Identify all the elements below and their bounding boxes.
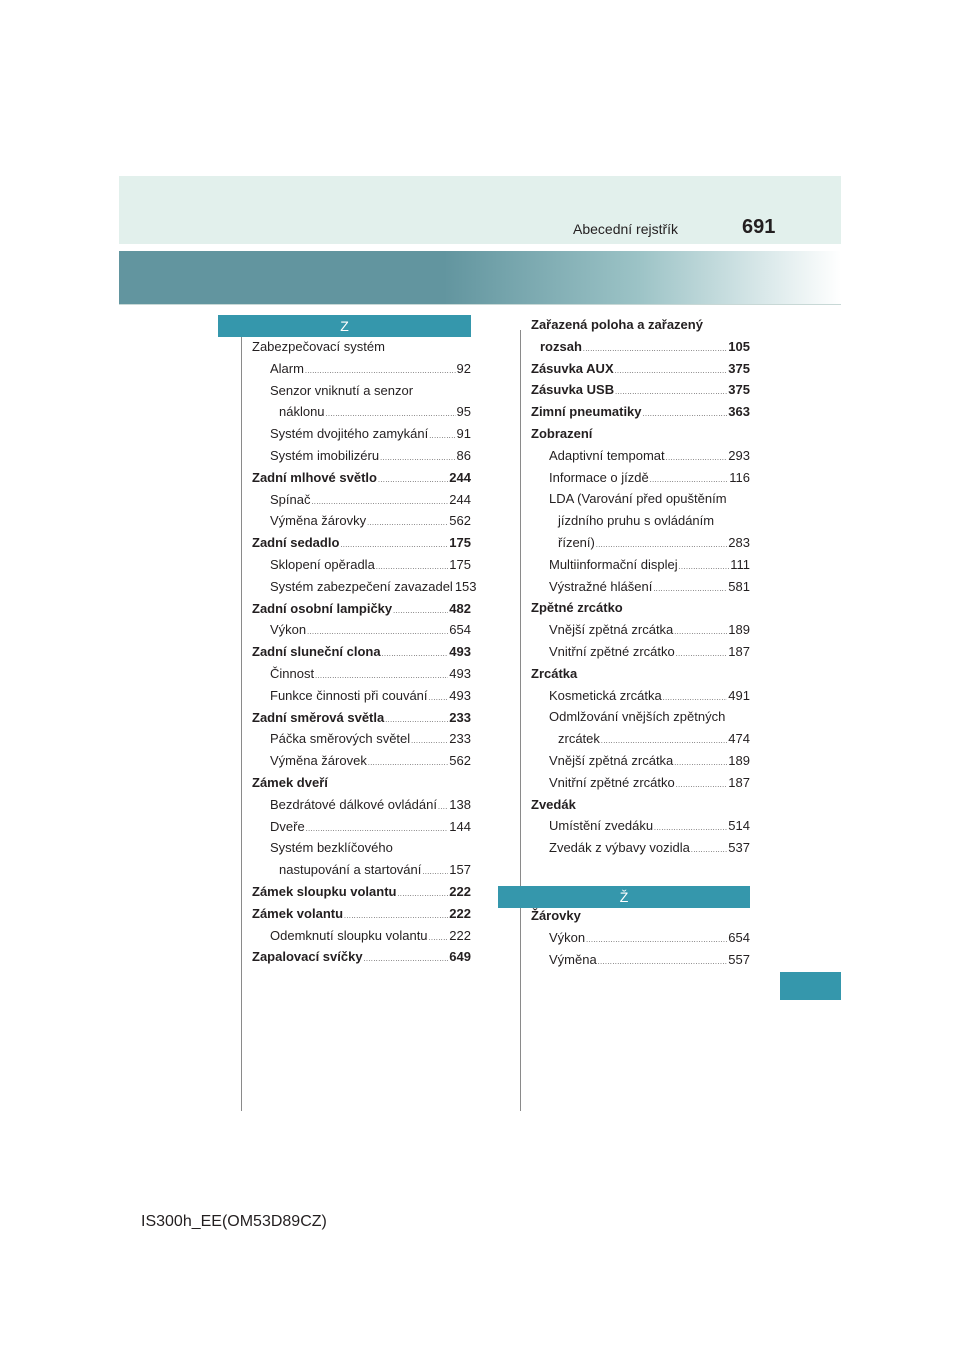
index-entry-page[interactable]: 581 bbox=[728, 578, 750, 594]
index-entry-label: LDA (Varování před opuštěním bbox=[549, 491, 727, 507]
index-entry bbox=[252, 601, 471, 623]
index-entry-page[interactable]: 562 bbox=[449, 513, 471, 529]
index-entry-label: Zobrazení bbox=[531, 425, 593, 441]
index-entry-page[interactable]: 175 bbox=[449, 535, 471, 551]
index-entry-page[interactable]: 654 bbox=[728, 929, 750, 945]
column-rule-left bbox=[241, 330, 242, 1111]
index-entry-label: Zařazená poloha a zařazený bbox=[531, 317, 703, 332]
index-entry-page[interactable]: 189 bbox=[728, 752, 750, 768]
leader-dots bbox=[676, 782, 728, 789]
index-entry bbox=[531, 622, 750, 644]
index-entry-page[interactable]: 514 bbox=[728, 818, 750, 834]
index-entry bbox=[252, 840, 471, 862]
index-entry-label: Páčka směrových světel bbox=[270, 731, 411, 747]
index-entry bbox=[252, 622, 471, 644]
index-entry-page[interactable]: 283 bbox=[728, 534, 750, 550]
index-entry bbox=[252, 928, 471, 950]
index-list-left bbox=[252, 339, 477, 971]
divider bbox=[119, 304, 841, 305]
index-entry bbox=[252, 906, 471, 928]
index-entry-label: Zabezpečovací systém bbox=[252, 339, 385, 354]
index-entry-label: rozsah bbox=[540, 338, 582, 354]
index-entry-label: Výměna bbox=[549, 951, 597, 967]
index-entry-label: Zámek volantu bbox=[252, 905, 344, 921]
index-entry-label: Výměna žárovek bbox=[270, 753, 367, 769]
index-entry-page[interactable]: 111 bbox=[730, 556, 750, 572]
letter-heading-zh: Ž bbox=[498, 886, 750, 908]
index-entry bbox=[531, 930, 750, 952]
index-entry bbox=[531, 666, 750, 688]
index-entry bbox=[252, 644, 471, 666]
index-entry bbox=[252, 578, 477, 601]
index-entry bbox=[252, 339, 471, 361]
index-entry-page[interactable]: 116 bbox=[729, 469, 750, 485]
leader-dots bbox=[311, 499, 448, 506]
index-entry-page[interactable]: 222 bbox=[449, 927, 471, 943]
index-entry-page[interactable]: 474 bbox=[728, 731, 750, 747]
index-entry-label: Zadní sluneční clona bbox=[252, 644, 381, 660]
index-entry-label: Zadní osobní lampičky bbox=[252, 600, 393, 616]
index-entry-page[interactable]: 649 bbox=[449, 949, 471, 965]
index-entry bbox=[252, 470, 471, 492]
leader-dots bbox=[382, 651, 449, 658]
index-entry-label: Zapalovací svíčky bbox=[252, 949, 363, 965]
index-entry-page[interactable]: 482 bbox=[449, 600, 471, 616]
index-entry-label: Systém imobilizéru bbox=[270, 447, 380, 463]
index-entry-page[interactable]: 654 bbox=[449, 622, 471, 638]
leader-dots bbox=[691, 847, 727, 854]
index-entry-label: Funkce činnosti při couvání bbox=[270, 687, 428, 703]
index-entry-label: Vnitřní zpětné zrcátko bbox=[549, 643, 675, 659]
index-entry bbox=[531, 426, 750, 448]
leader-dots bbox=[367, 520, 448, 527]
leader-dots bbox=[429, 695, 449, 702]
index-entry-page[interactable]: 233 bbox=[449, 731, 471, 747]
index-entry bbox=[252, 753, 471, 775]
leader-dots bbox=[586, 937, 727, 944]
index-entry-label: Odemknutí sloupku volantu bbox=[270, 927, 428, 943]
index-entry bbox=[252, 710, 471, 732]
leader-dots bbox=[663, 695, 728, 702]
index-entry-page[interactable]: 144 bbox=[449, 818, 471, 834]
index-entry-label: Žárovky bbox=[531, 908, 581, 923]
index-entry-page[interactable]: 233 bbox=[449, 709, 471, 725]
index-entry bbox=[531, 709, 750, 731]
index-entry bbox=[252, 361, 471, 383]
leader-dots bbox=[666, 455, 728, 462]
index-entry bbox=[531, 840, 750, 862]
leader-dots bbox=[364, 956, 449, 963]
index-entry-label: Zadní mlhové světlo bbox=[252, 469, 377, 485]
index-entry-page[interactable]: 187 bbox=[728, 643, 750, 659]
index-entry bbox=[531, 382, 750, 404]
index-entry-label: Výstražné hlášení bbox=[549, 578, 653, 594]
index-entry-page[interactable]: 493 bbox=[449, 665, 471, 681]
index-entry bbox=[531, 513, 750, 535]
leader-dots bbox=[674, 760, 727, 767]
index-entry bbox=[531, 753, 750, 775]
index-entry-label: Informace o jízdě bbox=[549, 469, 649, 485]
leader-dots bbox=[438, 804, 448, 811]
index-entry-label: Zásuvka USB bbox=[531, 382, 615, 398]
index-entry-page[interactable]: 493 bbox=[449, 687, 471, 703]
page-number: 691 bbox=[742, 216, 776, 238]
leader-dots bbox=[650, 477, 729, 484]
leader-dots bbox=[411, 738, 448, 745]
leader-dots bbox=[380, 455, 455, 462]
index-entry bbox=[531, 797, 750, 819]
leader-dots bbox=[307, 629, 448, 636]
index-entry bbox=[252, 404, 471, 426]
index-entry-label: řízení) bbox=[558, 534, 595, 550]
index-entry-label: Zpětné zrcátko bbox=[531, 600, 623, 616]
index-entry-page[interactable]: 138 bbox=[449, 796, 471, 812]
index-entry-page[interactable]: 95 bbox=[456, 404, 471, 420]
index-entry-page[interactable]: 91 bbox=[456, 426, 471, 442]
index-entry-page[interactable]: 175 bbox=[449, 556, 471, 572]
index-entry-label: Bezdrátové dálkové ovládání bbox=[270, 796, 437, 812]
index-entry-label: Vnitřní zpětné zrcátko bbox=[549, 774, 675, 790]
index-entry-label: Výkon bbox=[270, 622, 307, 638]
index-entry bbox=[252, 557, 471, 579]
leader-dots bbox=[676, 651, 728, 658]
leader-dots bbox=[340, 542, 448, 549]
leader-dots bbox=[306, 826, 449, 833]
index-entry-label: jízdního pruhu s ovládáním bbox=[558, 513, 715, 529]
index-entry-page[interactable]: 491 bbox=[728, 687, 750, 703]
index-entry-label: Adaptivní tempomat bbox=[549, 447, 665, 463]
index-entry bbox=[531, 731, 750, 753]
section-title: Abecední rejstřík bbox=[573, 221, 679, 237]
index-entry-label: Spínač bbox=[270, 491, 311, 507]
index-entry bbox=[531, 952, 750, 974]
header-band bbox=[119, 176, 841, 244]
index-entry bbox=[531, 317, 750, 339]
index-entry-label: Zámek dveří bbox=[252, 774, 328, 790]
column-rule-right bbox=[520, 330, 521, 1111]
index-entry-label: Vnější zpětná zrcátka bbox=[549, 622, 674, 638]
index-entry-page[interactable]: 557 bbox=[728, 951, 750, 967]
index-entry bbox=[531, 470, 750, 492]
index-entry bbox=[252, 775, 471, 797]
index-entry-page[interactable]: 244 bbox=[449, 491, 471, 507]
leader-dots bbox=[596, 542, 727, 549]
index-entry-page[interactable]: 222 bbox=[449, 883, 471, 899]
index-entry-label: Odmlžování vnějších zpětných bbox=[549, 709, 726, 725]
chapter-tab bbox=[780, 972, 841, 1000]
index-entry bbox=[252, 884, 471, 906]
index-entry-label: Zámek sloupku volantu bbox=[252, 883, 397, 899]
leader-dots bbox=[643, 411, 728, 418]
index-entry-label: Alarm bbox=[270, 360, 304, 376]
index-entry bbox=[252, 426, 471, 448]
index-entry bbox=[531, 448, 750, 470]
index-entry bbox=[252, 492, 471, 514]
leader-dots bbox=[653, 586, 727, 593]
index-entry bbox=[531, 404, 750, 426]
index-entry-label: Výkon bbox=[549, 929, 586, 945]
index-entry bbox=[531, 491, 750, 513]
leader-dots bbox=[422, 869, 448, 876]
leader-dots bbox=[397, 891, 448, 898]
document-code: IS300h_EE(OM53D89CZ) bbox=[141, 1213, 327, 1230]
index-entry-label: Zvedák bbox=[531, 796, 576, 812]
leader-dots bbox=[385, 717, 448, 724]
index-entry-label: Výměna žárovky bbox=[270, 513, 367, 529]
index-entry-page[interactable]: 375 bbox=[728, 382, 750, 398]
letter-heading-z: Z bbox=[218, 315, 471, 337]
index-entry-page[interactable]: 86 bbox=[456, 447, 471, 463]
index-entry bbox=[531, 644, 750, 666]
index-entry-page[interactable]: 157 bbox=[449, 862, 471, 878]
index-entry-label: Zrcátka bbox=[531, 665, 578, 681]
index-entry-page[interactable]: 493 bbox=[449, 644, 471, 660]
index-entry-label: Kosmetická zrcátka bbox=[549, 687, 662, 703]
index-entry-label: Činnost bbox=[270, 665, 315, 681]
leader-dots bbox=[393, 608, 448, 615]
index-entry-page[interactable]: 153 bbox=[454, 578, 477, 594]
leader-dots bbox=[376, 564, 448, 571]
index-entry-page[interactable]: 189 bbox=[728, 622, 750, 638]
index-list-right-bottom bbox=[531, 908, 750, 973]
leader-dots bbox=[679, 564, 730, 571]
index-entry-label: Systém dvojitého zamykání bbox=[270, 426, 429, 442]
index-entry-label: Zadní sedadlo bbox=[252, 535, 340, 551]
index-entry bbox=[252, 797, 471, 819]
index-entry-page[interactable]: 363 bbox=[728, 404, 750, 420]
leader-dots bbox=[326, 411, 456, 418]
index-entry-label: Umístění zvedáku bbox=[549, 818, 654, 834]
index-entry-label: Multiinformační displej bbox=[549, 556, 678, 572]
index-entry-page[interactable]: 222 bbox=[449, 905, 471, 921]
index-entry-label: Sklopení opěradla bbox=[270, 556, 375, 572]
index-entry bbox=[252, 949, 471, 971]
index-entry-page[interactable]: 105 bbox=[728, 338, 750, 354]
index-entry bbox=[531, 688, 750, 710]
index-entry bbox=[531, 579, 750, 601]
index-entry bbox=[531, 535, 750, 557]
leader-dots bbox=[368, 760, 448, 767]
index-entry bbox=[531, 361, 750, 383]
index-entry bbox=[252, 819, 471, 841]
index-entry bbox=[531, 775, 750, 797]
index-entry-page[interactable]: 293 bbox=[728, 447, 750, 463]
leader-dots bbox=[598, 959, 728, 966]
leader-dots bbox=[654, 825, 727, 832]
index-entry bbox=[531, 557, 750, 579]
leader-dots bbox=[344, 913, 448, 920]
index-entry bbox=[531, 908, 750, 930]
index-entry-page[interactable]: 187 bbox=[728, 774, 750, 790]
index-entry-label: zrcátek bbox=[558, 731, 600, 747]
leader-dots bbox=[615, 368, 728, 375]
index-entry-label: Zvedák z výbavy vozidla bbox=[549, 840, 690, 856]
index-entry bbox=[252, 448, 471, 470]
index-entry-page[interactable]: 92 bbox=[456, 360, 471, 376]
index-entry bbox=[531, 818, 750, 840]
leader-dots bbox=[674, 629, 727, 636]
index-entry-page[interactable]: 537 bbox=[728, 840, 750, 856]
index-entry-label: Senzor vniknutí a senzor bbox=[270, 382, 414, 398]
leader-dots bbox=[429, 935, 449, 942]
index-entry-label: Zásuvka AUX bbox=[531, 360, 614, 376]
index-entry-label: Vnější zpětná zrcátka bbox=[549, 752, 674, 768]
index-entry bbox=[531, 339, 750, 361]
index-entry-label: Systém bezklíčového bbox=[270, 840, 393, 856]
index-entry bbox=[252, 731, 471, 753]
index-entry-label: Zimní pneumatiky bbox=[531, 404, 642, 420]
leader-dots bbox=[615, 389, 727, 396]
index-entry-label: Dveře bbox=[270, 818, 305, 834]
index-entry-page[interactable]: 244 bbox=[449, 469, 471, 485]
index-entry bbox=[252, 862, 471, 884]
index-entry-label: Systém zabezpečení zavazadel bbox=[270, 578, 453, 594]
index-entry-page[interactable]: 375 bbox=[728, 360, 750, 376]
index-entry bbox=[252, 535, 471, 557]
leader-dots bbox=[429, 433, 455, 440]
index-entry bbox=[531, 600, 750, 622]
decorative-gradient-bar bbox=[119, 251, 841, 304]
index-entry bbox=[252, 688, 471, 710]
leader-dots bbox=[601, 738, 727, 745]
leader-dots bbox=[305, 368, 456, 375]
index-entry bbox=[252, 383, 471, 405]
leader-dots bbox=[583, 346, 727, 353]
index-list-right-top bbox=[531, 317, 750, 862]
index-entry-page[interactable]: 562 bbox=[449, 753, 471, 769]
leader-dots bbox=[378, 477, 448, 484]
index-entry-label: náklonu bbox=[279, 404, 325, 420]
index-entry bbox=[252, 513, 471, 535]
leader-dots bbox=[315, 673, 448, 680]
index-entry-label: Zadní směrová světla bbox=[252, 709, 385, 725]
index-entry bbox=[252, 666, 471, 688]
index-entry-label: nastupování a startování bbox=[279, 862, 422, 878]
